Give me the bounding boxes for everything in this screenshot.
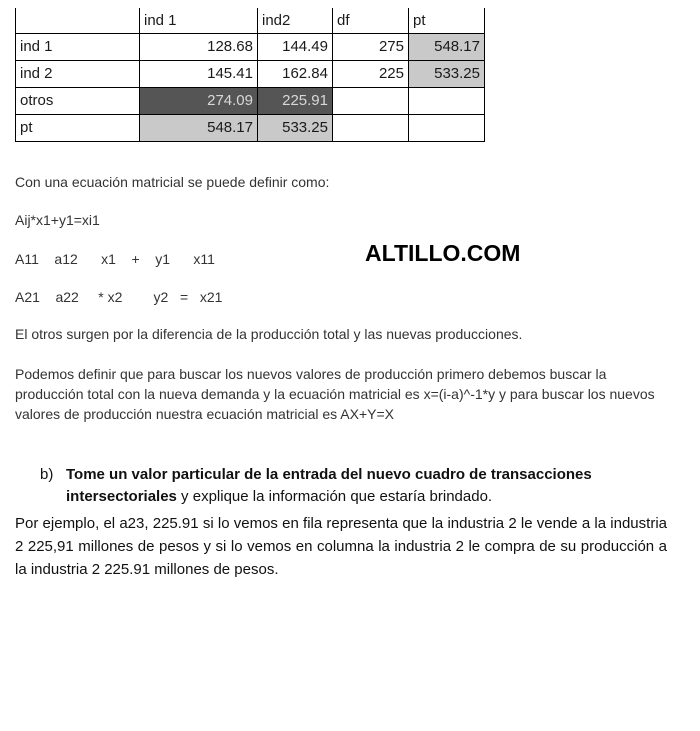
table-cell [409, 114, 485, 141]
equation-line: Aij*x1+y1=xi1 [15, 212, 100, 228]
table-cell: 225 [333, 60, 409, 87]
table-cell: otros [16, 87, 140, 114]
explanation-paragraph: Podemos definir que para buscar los nuevos valores de producción primero debemos buscar la producción total con la nueva demanda y la ecuación matricial es x=(i-a)^-1*y y para buscar los nuevos valores de producción nuestra ecuación matricial es AX+Y=X [15, 366, 655, 422]
table-cell [333, 87, 409, 114]
table-cell-total: 548.17 [409, 33, 485, 60]
table-row [16, 60, 485, 87]
table-cell: ind 1 [16, 33, 140, 60]
question-label: b) [40, 466, 54, 483]
question-rest-text: y explique la información que estaría brindado. [176, 488, 493, 505]
table-cell-total: 533.25 [258, 114, 333, 141]
question-body [66, 464, 680, 508]
question-b [40, 464, 680, 508]
equation-line: A21 a22 * x2 y2 = x21 [15, 289, 223, 305]
table-row [16, 87, 485, 114]
header-cell [16, 8, 140, 33]
table-header-row [16, 8, 485, 33]
watermark: ALTILLO.COM [365, 240, 521, 266]
header-cell: ind 1 [140, 8, 258, 33]
table-cell: ind 2 [16, 60, 140, 87]
table-cell [333, 114, 409, 141]
transactions-table [15, 8, 485, 142]
table-row [16, 33, 485, 60]
answer-paragraph: Por ejemplo, el a23, 225.91 si lo vemos en fila representa que la industria 2 le vende a la industria 2 225,91 millones de pesos y si lo vemos en columna la industria 2 le compra de su producción a la industria 2 225.91 millones de pesos. [15, 515, 667, 578]
table-cell: 145.41 [140, 60, 258, 87]
table-cell-total: 533.25 [409, 60, 485, 87]
question-bold-text: Tome un valor particular de la entrada del nuevo cuadro de transacciones intersectoriales [66, 466, 592, 505]
table-cell: pt [16, 114, 140, 141]
table-cell: 144.49 [258, 33, 333, 60]
table-cell-highlight: 225.91 [258, 87, 333, 114]
table-cell: 275 [333, 33, 409, 60]
table-cell [409, 87, 485, 114]
table-cell-highlight: 274.09 [140, 87, 258, 114]
table-cell-total: 548.17 [140, 114, 258, 141]
header-cell: df [333, 8, 409, 33]
table-cell: 162.84 [258, 60, 333, 87]
header-cell: pt [409, 8, 485, 33]
otros-text: El otros surgen por la diferencia de la producción total y las nuevas producciones. [15, 326, 523, 342]
table-cell: 128.68 [140, 33, 258, 60]
intro-text: Con una ecuación matricial se puede definir como: [15, 174, 330, 190]
header-cell: ind2 [258, 8, 333, 33]
table-row [16, 114, 485, 141]
equation-line: A11 a12 x1 + y1 x11 [15, 251, 215, 267]
